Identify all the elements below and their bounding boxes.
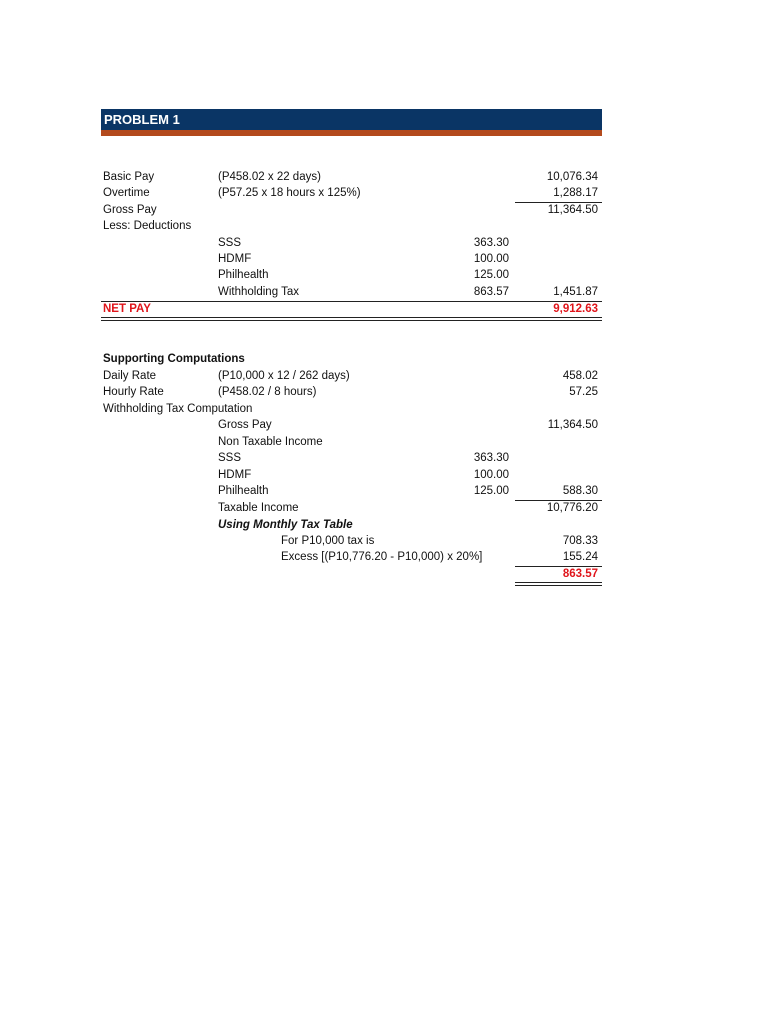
deduction-label: HDMF: [218, 253, 252, 265]
wt-gross-pay-label: Gross Pay: [218, 419, 272, 431]
deduction-label: Withholding Tax: [218, 286, 299, 298]
net-pay-top-rule: [101, 301, 602, 302]
net-pay-double-rule-2: [101, 320, 602, 321]
deduction-amount: 125.00: [473, 269, 509, 281]
excess-tax-label: Excess [(P10,776.20 - P10,000) x 20%]: [281, 551, 483, 563]
basic-pay-amount: 10,076.34: [546, 171, 598, 183]
non-taxable-item-label: SSS: [218, 452, 242, 464]
deduction-amount: 363.30: [473, 237, 509, 249]
gross-pay-amount: 11,364.50: [547, 204, 598, 216]
title-accent-stripe: [101, 130, 602, 136]
tax-total-amount: 863.57: [562, 568, 598, 580]
deduction-label: SSS: [218, 237, 242, 249]
problem-title: PROBLEM 1: [101, 109, 602, 130]
tax-total-double-rule-1: [515, 582, 602, 583]
deductions-total: 1,451.87: [553, 286, 598, 298]
hourly-rate-note: (P458.02 / 8 hours): [218, 386, 317, 398]
base-tax-label: For P10,000 tax is: [281, 535, 375, 547]
gross-pay-label: Gross Pay: [103, 204, 157, 216]
basic-pay-label: Basic Pay: [103, 171, 155, 183]
overtime-note: (P57.25 x 18 hours x 125%): [218, 187, 361, 199]
non-taxable-item-label: Philhealth: [218, 485, 269, 497]
non-taxable-total: 588.30: [562, 485, 598, 497]
excess-tax-amount: 155.24: [562, 551, 598, 563]
wt-gross-pay-amount: 11,364.50: [547, 419, 598, 431]
non-taxable-item-amount: 363.30: [473, 452, 509, 464]
non-taxable-item-amount: 125.00: [473, 485, 509, 497]
deduction-amount: 863.57: [473, 286, 509, 298]
net-pay-label: NET PAY: [103, 303, 151, 315]
deduction-label: Philhealth: [218, 269, 269, 281]
daily-rate-note: (P10,000 x 12 / 262 days): [218, 370, 350, 382]
net-pay-double-rule-1: [101, 317, 602, 318]
supporting-heading: Supporting Computations: [103, 353, 245, 365]
withholding-tax-heading: Withholding Tax Computation: [103, 403, 253, 415]
taxable-income-amount: 10,776.20: [546, 502, 598, 514]
daily-rate-amount: 458.02: [562, 370, 598, 382]
basic-pay-note: (P458.02 x 22 days): [218, 171, 321, 183]
base-tax-amount: 708.33: [562, 535, 598, 547]
non-taxable-label: Non Taxable Income: [218, 436, 323, 448]
tax-total-double-rule-2: [515, 585, 602, 586]
non-taxable-item-label: HDMF: [218, 469, 252, 481]
tax-table-heading: Using Monthly Tax Table: [218, 519, 353, 531]
net-pay-amount: 9,912.63: [553, 303, 598, 315]
overtime-label: Overtime: [103, 187, 150, 199]
hourly-rate-amount: 57.25: [569, 386, 598, 398]
daily-rate-label: Daily Rate: [103, 370, 157, 382]
deduction-amount: 100.00: [473, 253, 509, 265]
overtime-amount: 1,288.17: [553, 187, 598, 199]
deductions-label: Less: Deductions: [103, 220, 192, 232]
taxable-income-label: Taxable Income: [218, 502, 299, 514]
hourly-rate-label: Hourly Rate: [103, 386, 164, 398]
non-taxable-item-amount: 100.00: [473, 469, 509, 481]
